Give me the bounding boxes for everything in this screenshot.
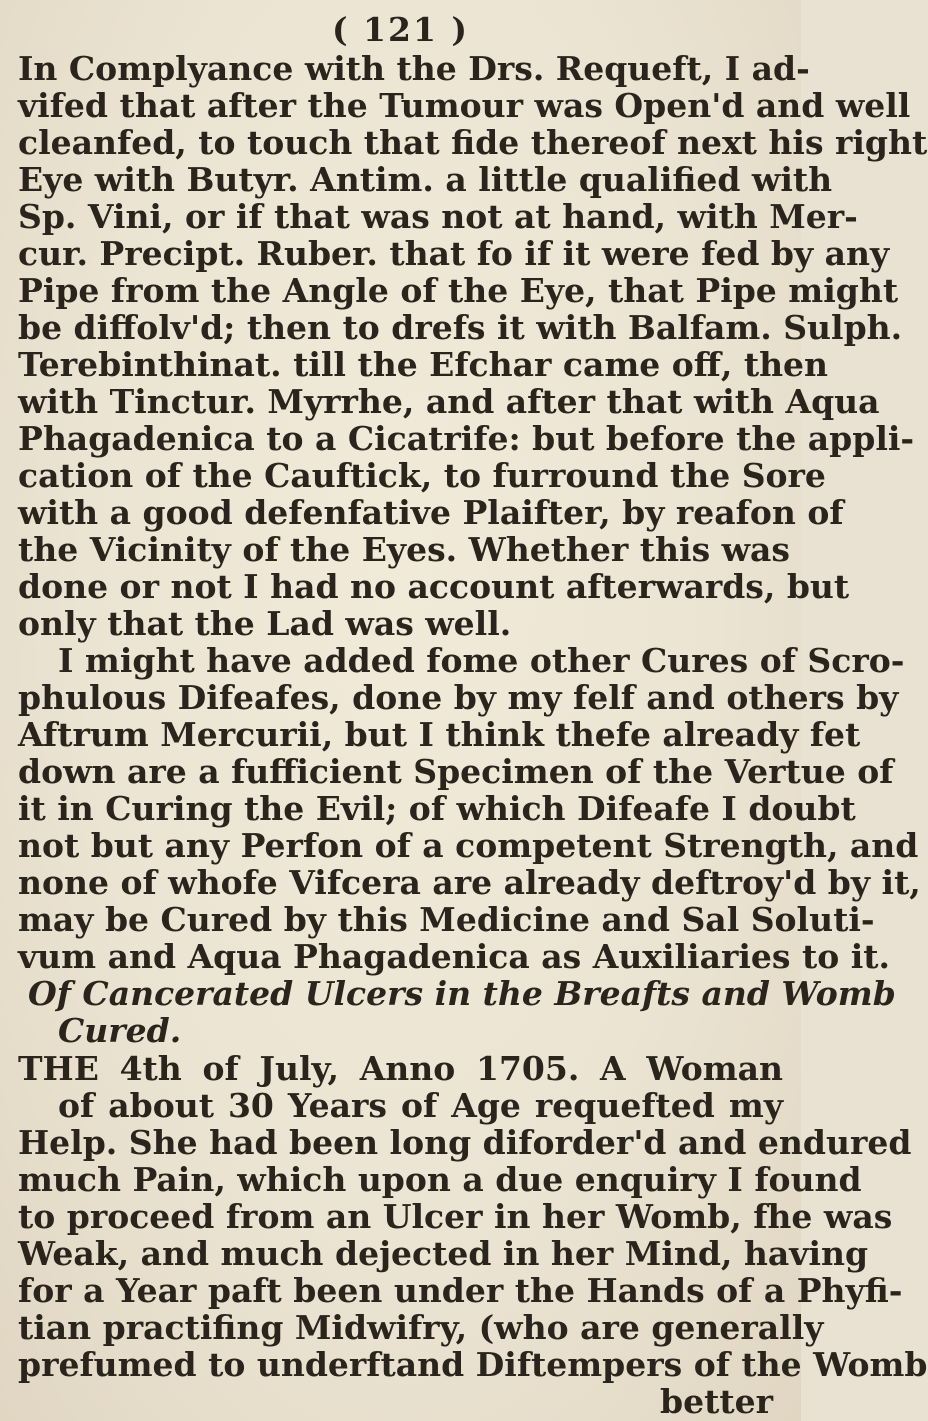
- text-line: In Complyance with the Drs. Requeft, I ad-: [18, 49, 810, 88]
- text-line: cleanfed, to touch that fide thereof next his right: [18, 123, 928, 162]
- text-line: tian practifing Midwifry, (who are generally: [18, 1308, 824, 1347]
- section-heading: [18, 974, 896, 1050]
- paragraph-3: [18, 1049, 928, 1384]
- text-line: none of whofe Vifcera are already deftroy'd by it,: [18, 863, 921, 902]
- text-line: done or not I had no account afterwards, but: [18, 567, 850, 606]
- text-line: be diffolv'd; then to drefs it with Balfam. Sulph.: [18, 308, 903, 347]
- text-line: vifed that after the Tumour was Open'd and well: [18, 86, 911, 125]
- text-line: for a Year paft been under the Hands of a Phyfi-: [18, 1271, 903, 1310]
- heading-line: Cured.: [58, 1011, 182, 1050]
- text-line: cur. Precipt. Ruber. that fo if it were fed by any: [18, 234, 890, 273]
- text-line: Weak, and much dejected in her Mind, having: [18, 1234, 869, 1273]
- text-line: not but any Perfon of a competent Strength, and: [18, 826, 919, 865]
- text-line: Terebinthinat. till the Efchar came off, then: [18, 345, 829, 384]
- text-line: Sp. Vini, or if that was not at hand, with Mer-: [18, 197, 858, 236]
- text-line: vum and Aqua Phagadenica as Auxiliaries to it.: [18, 937, 890, 976]
- text-line: down are a fufficient Specimen of the Vertue of: [18, 752, 894, 791]
- text-line: cation of the Cauftick, to furround the Sore: [18, 456, 826, 495]
- text-line: may be Cured by this Medicine and Sal Soluti-: [18, 900, 875, 939]
- text-line: with Tinctur. Myrrhe, and after that with Aqua: [18, 382, 880, 421]
- heading-line: Of Cancerated Ulcers in the Breafts and Womb: [28, 974, 896, 1013]
- text-line: phulous Difeafes, done by my felf and others by: [18, 678, 899, 717]
- text-line: much Pain, which upon a due enquiry I found: [18, 1160, 862, 1199]
- text-line: of about 30 Years of Age requefted my: [58, 1086, 783, 1125]
- text-line: only that the Lad was well.: [18, 604, 512, 643]
- text-line: Pipe from the Angle of the Eye, that Pipe might: [18, 271, 899, 310]
- paragraph-2: [18, 641, 921, 976]
- text-line: I might have added fome other Cures of Scro-: [58, 641, 905, 680]
- text-line: the Vicinity of the Eyes. Whether this was: [18, 530, 791, 569]
- text-line: it in Curing the Evil; of which Difeafe I doubt: [18, 789, 856, 828]
- text-line: to proceed from an Ulcer in her Womb, fhe was: [18, 1197, 893, 1236]
- catchword: better: [660, 1382, 773, 1421]
- text-line: Phagadenica to a Cicatrife: but before the appli-: [18, 419, 915, 458]
- text-line: Help. She had been long diforder'd and endured: [18, 1123, 912, 1162]
- text-line: Eye with Butyr. Antim. a little qualified with: [18, 160, 833, 199]
- text-line: THE 4th of July, Anno 1705. A Woman: [18, 1049, 783, 1088]
- text-line: prefumed to underftand Diftempers of the Womb: [18, 1345, 928, 1384]
- text-line: with a good defenfative Plaifter, by reafon of: [18, 493, 844, 532]
- page-number: ( 121 ): [331, 10, 470, 49]
- paragraph-1: [18, 49, 928, 643]
- text-line: Aftrum Mercurii, but I think thefe already fet: [18, 715, 861, 754]
